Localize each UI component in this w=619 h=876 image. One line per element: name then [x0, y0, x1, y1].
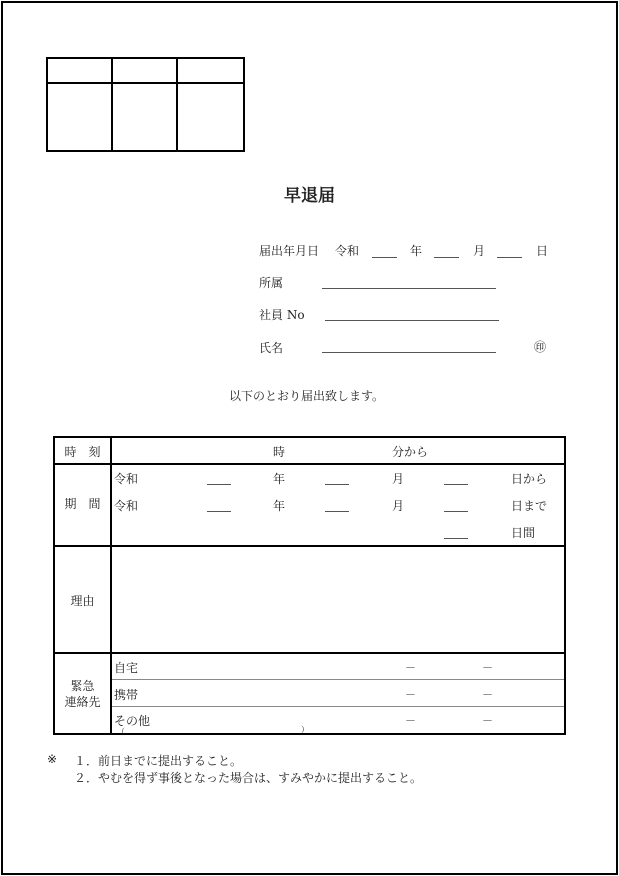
seal-mark: ㊞ — [534, 340, 547, 354]
emergency-label-line1: 緊急 — [70, 679, 95, 693]
other-open-paren: （ — [117, 727, 125, 736]
from-minutes-label: 分から — [392, 445, 429, 459]
period-label: 期 間 — [64, 497, 101, 511]
emergency-contact-label — [55, 678, 110, 710]
contact-row-divider — [112, 679, 564, 680]
date-month-field[interactable] — [434, 257, 459, 258]
stamp-header-cell — [113, 59, 178, 84]
time-label: 時 刻 — [64, 445, 101, 459]
hour-label: 時 — [273, 445, 286, 459]
other-contact-dash-1: － — [405, 714, 416, 727]
period-from-day-field[interactable] — [444, 484, 468, 485]
period-days-field[interactable] — [444, 538, 468, 539]
period-from-month-label: 月 — [392, 472, 405, 486]
emergency-label-line2: 連絡先 — [64, 695, 101, 709]
period-from-day-label: 日から — [511, 472, 548, 486]
date-day-label: 日 — [536, 244, 549, 258]
period-until-year-label: 年 — [273, 499, 286, 513]
intro-text: 以下のとおり届出致します。 — [229, 389, 385, 403]
period-until-year-field[interactable] — [207, 511, 231, 512]
period-until-month-field[interactable] — [325, 511, 349, 512]
row-divider — [55, 545, 564, 547]
period-until-month-label: 月 — [392, 499, 405, 513]
other-close-paren: ） — [301, 725, 309, 734]
date-era: 令和 — [335, 244, 360, 258]
period-until-day-field[interactable] — [444, 511, 468, 512]
affiliation-label: 所属 — [259, 276, 284, 290]
stamp-header-cell — [178, 59, 243, 84]
notes-mark: ※ — [47, 752, 58, 766]
period-from-era: 令和 — [114, 472, 139, 486]
stamp-cell[interactable] — [113, 84, 178, 150]
period-until-day-label: 日まで — [511, 499, 548, 513]
period-from-year-field[interactable] — [207, 484, 231, 485]
date-month-label: 月 — [473, 244, 486, 258]
mobile-phone-dash-1: － — [405, 688, 416, 701]
other-contact-dash-2: － — [482, 714, 493, 727]
row-divider — [55, 652, 564, 654]
stamp-cell[interactable] — [48, 84, 113, 150]
date-year-label: 年 — [410, 244, 423, 258]
date-label: 届出年月日 — [259, 244, 320, 258]
home-phone-dash-1: － — [405, 661, 416, 674]
name-field[interactable] — [322, 352, 496, 353]
stamp-cell[interactable] — [178, 84, 243, 150]
period-from-month-field[interactable] — [325, 484, 349, 485]
home-phone-label: 自宅 — [114, 661, 139, 675]
leave-request-table — [53, 436, 566, 735]
document-title: 早退届 — [284, 186, 335, 206]
mobile-phone-label: 携帯 — [114, 688, 139, 702]
date-year-field[interactable] — [372, 257, 397, 258]
employee-no-field[interactable] — [325, 320, 499, 321]
reason-label: 理由 — [70, 594, 95, 608]
home-phone-dash-2: － — [482, 661, 493, 674]
row-divider — [55, 463, 564, 465]
contact-row-divider — [112, 706, 564, 707]
mobile-phone-dash-2: － — [482, 688, 493, 701]
name-label: 氏名 — [259, 341, 284, 355]
date-day-field[interactable] — [497, 257, 522, 258]
approval-stamp-box — [46, 57, 245, 152]
reason-field[interactable] — [112, 548, 564, 650]
other-contact-label: その他 — [114, 714, 151, 728]
affiliation-field[interactable] — [322, 288, 496, 289]
note-1: １．前日までに提出すること。 — [74, 754, 243, 768]
period-days-label: 日間 — [511, 526, 536, 540]
stamp-header-cell — [48, 59, 113, 84]
note-2: ２．やむを得ず事後となった場合は、すみやかに提出すること。 — [74, 771, 423, 785]
employee-no-label: 社員 No — [259, 308, 305, 322]
period-until-era: 令和 — [114, 499, 139, 513]
period-from-year-label: 年 — [273, 472, 286, 486]
